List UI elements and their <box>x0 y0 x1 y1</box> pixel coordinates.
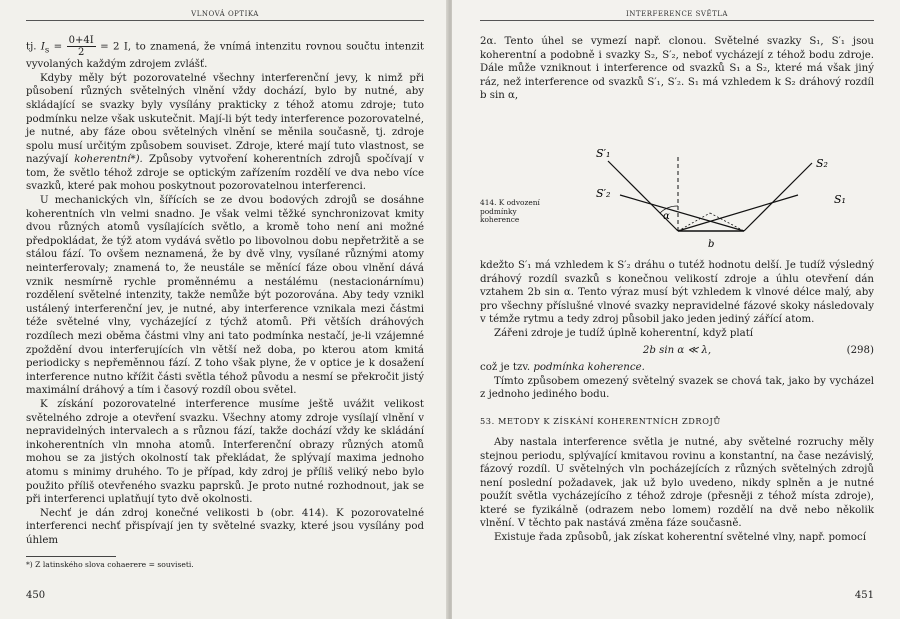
opening-equation: tj. $I_s$ = $\frac{0+4I}{2}$ = 2 I, to znamená, že vnímá intenzitu rovnou součtu intenzit vyvolaných každým zdrojem zvlášť. <box>26 35 424 71</box>
path-difference <box>678 213 710 231</box>
equation-number: (298) <box>846 344 874 356</box>
ray-s2 <box>744 163 812 231</box>
paragraph-mechanical-waves: U mechanických vln, šířících se ze dvou bodových zdrojů se dosáhne koherentních vln velmi snadno. Je však velmi těžké synchronizovat kmity dvou různých atomů vysílajících světlo, a kromě toho není ani možné předpokládat, že týž atom vydává světlo po libovolnou dobu nepřetržitě a se stálou fází. To ovšem neznamená, že by dvě vlny, vysílané různými atomy neinterferovaly; znamená to, že neustále se měnící fáze obou vlnění dává vznik nesmírně rychle proměnnému a nestálému (nestacionárnímu) rozdělení světelné intenzity, takže nemůže být pozorována. Aby tedy vznikl ustálený interferenční jev, je nutné, aby interference vznikala mezi částmi téže světelné vlny, vycházející z týchž atomů. Při větších dráhových rozdílech mezi oběma částmi vlny ani tato podmínka nestačí, je-li vzájemné zpoždění dvou interferujících vln větší než doba, po kterou atom kmitá periodicky s nepřeměnnou fází. Z toho však plyne, že v optice je k dosažení interference nutno křížit části světla téhož původu a nesmí se překročit jistý maximální dráhový a tím i časový rozdíl obou světel. <box>26 195 424 397</box>
page-number-left: 450 <box>26 590 46 601</box>
label-s2-prime: S′₂ <box>596 186 611 200</box>
paragraph-source-size: K získání pozorovatelné interference musíme ještě uvážit velikost světelného zdroje a otevření svazku. Všechny atomy zdroje vysílají vlnění v nepravidelných intervalech a s různou fází, takže dochází vždy ke skládání inkoherentních vln mnoha atomů. Interferenční obrazy různých atomů mohou se za jistých okolností tak překládat, že splývají maxima jednoho atomu s minimy druhého. To je případ, kdy zdroj je příliš veliký nebo bylo použito příliš otevřeného svazku paprsků. Je proto nutné rozhodnout, jak se při interferenci uplatňují tyto dvě okolnosti. <box>26 398 424 506</box>
paragraph-finite-source: Nechť je dán zdroj konečné velikosti b (obr. 414). K pozorovatelné interferenci nechť přispívají jen ty světelné svazky, které jsou vysílány pod úhlem <box>26 507 424 546</box>
footnote: *) Z latinského slova cohaerere = souviseti. <box>26 559 194 569</box>
paragraph-coherence-condition: což je tzv. podmínka koherence. <box>480 362 645 374</box>
coherence-diagram <box>480 105 874 253</box>
right-page <box>452 0 900 619</box>
figure-414 <box>480 105 874 253</box>
footnote-rule <box>26 556 116 557</box>
paragraph-path-difference: kdežto S′₁ má vzhledem k S′₂ dráhu o tutéž hodnotu delší. Je tudíž výsledný dráhový rozdíl svazků s konečnou velikostí zdroje a úhlu otevření dán vztahem 2b sin α. Tento výraz musí být vzhledem k vlnové délce malý, aby pro všechny příslušné vlnové svazky nepravidelné fázové skoky následovaly v témže rytmu a tedy zdroj působil jako jeden jediný zářící atom. <box>480 259 874 326</box>
page-number-right: 451 <box>854 590 874 601</box>
fraction: $\frac{0+4I}{2}$ <box>68 35 94 58</box>
term-podminka-koherence: podmínka koherence. <box>533 362 645 374</box>
section-heading: 53. METODY K ZÍSKÁNÍ KOHERENTNÍCH ZDROJŮ <box>480 415 721 426</box>
paragraph-single-point: Tímto způsobem omezený světelný svazek se chová tak, jako by vycházel z jednoho jediného bodu. <box>480 375 874 401</box>
paragraph-interference-conditions: Aby nastala interference světla je nutné, aby světelné rozruchy měly stejnou periodu, splývající kmitavou rovinu a konstantní, na čase nezávislý, fázový rozdíl. U světelných vln pocházejících z různých světelných zdrojů není poslední požadavek, jak už bylo uvedeno, nikdy splněn a je nutné použít světla vycházejícího z téhož zdroje (přesněji z téhož místa zdroje), které se fyzikálně (odrazem nebo lomem) rozdělí na dvě nebo několik vlnění. V těchto pak nastává změna fáze současně. <box>480 436 874 530</box>
label-s1: S₁ <box>834 192 846 206</box>
figure-caption: 414. K odvození podmínky koherence <box>480 197 540 225</box>
label-b: b <box>708 238 715 250</box>
running-head-right: INTERFERENCE SVĚTLA <box>480 10 874 21</box>
label-s2: S₂ <box>816 156 828 170</box>
label-s1-prime: S′₁ <box>596 146 611 160</box>
running-head-left: VLNOVÁ OPTIKA <box>26 10 424 21</box>
ray-s2-prime <box>620 195 744 231</box>
left-page <box>0 0 448 619</box>
paragraph-angle: 2α. Tento úhel se vymezí např. clonou. Světelné svazky S₁, S′₁ jsou koherentní a podobně i svazky S₂, S′₂, neboť vycházejí z téhož bodu zdroje. Dále může vzniknout i interference od svazků S₁ a S₂, které má však jiný ráz, než interference od svazků S′₁, S′₂. S₁ má vzhledem k S₂ dráhový rozdíl b sin α, <box>480 36 874 102</box>
term-koherentni: koherentní*). <box>74 154 143 166</box>
paragraph-coherence-intro: Kdyby měly být pozorovatelné všechny interferenční jevy, k nimž při působení různých světelných vlnění vždy dochází, bylo by nutné, aby skládající se svazky byly vysílány prakticky z téhož atomu zdroje; tuto podmínku nelze však uskutečnit. Mají-li být tedy interference pozorovatelné, je nutné, aby fáze obou světelných vlnění se měnila současně, tj. zdroje spolu musí určitým způsobem souviset. Zdroje, které mají tuto vlastnost, se nazývají koherentní*). Způsoby vytvoření koherentních zdrojů spočívají v tom, že světlo téhož zdroje se optickým zařízením rozdělí ve dva nebo více svazků, které pak mohou poskytnout pozorovatelnou interferenci. <box>26 72 424 193</box>
label-alpha: α <box>663 210 670 222</box>
equation-298: 2b sin α ≪ λ, (298) <box>642 344 874 356</box>
paragraph-coherent-when: Zářeni zdroje je tudíž úplně koherentní, když platí <box>494 327 754 339</box>
paragraph-methods: Existuje řada způsobů, jak získat koherentní světelné vlny, např. pomocí <box>494 532 866 544</box>
ray-s1 <box>678 195 798 231</box>
